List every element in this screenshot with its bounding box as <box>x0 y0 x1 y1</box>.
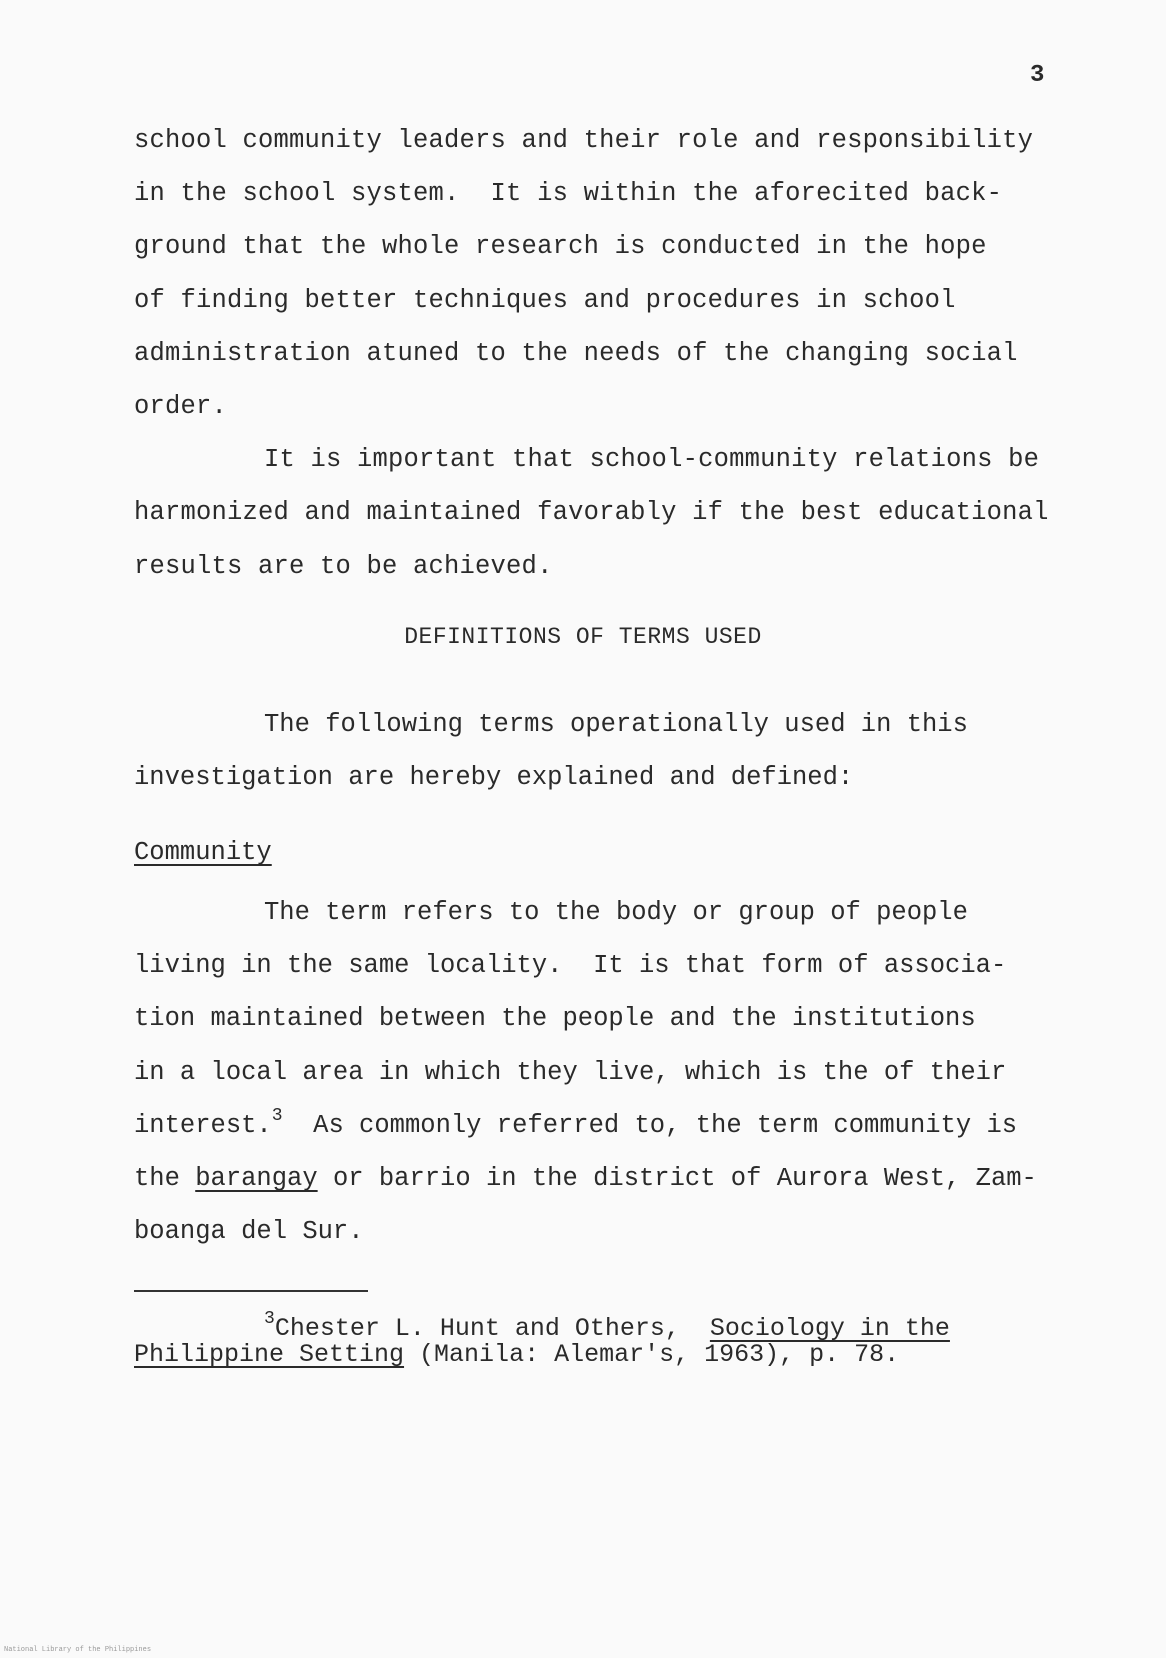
text-line <box>134 1152 1094 1205</box>
text-line: ground that the whole research is conducted in the hope <box>134 232 987 262</box>
footnote-author: Chester L. Hunt and Others, <box>274 1314 710 1343</box>
text-line: harmonized and maintained favorably if the best educational <box>134 498 1049 528</box>
text-line: tion maintained between the people and the institutions <box>134 1004 976 1034</box>
section-intro <box>134 698 1094 804</box>
text-line: school community leaders and their role and responsibility <box>134 126 1034 155</box>
text-line: The term refers to the body or group of people <box>264 898 968 927</box>
footnote-divider <box>134 1290 368 1292</box>
text-line: It is important that school-community relations be <box>264 445 1040 475</box>
text-line: boanga del Sur. <box>134 1217 364 1247</box>
text-line: in the school system. It is within the aforecited back- <box>134 179 1003 209</box>
text-fragment: As commonly referred to, the term community is <box>282 1110 1018 1140</box>
footnote-reference: 3 <box>271 1105 283 1126</box>
footnote-line <box>134 1342 1094 1368</box>
section-heading: DEFINITIONS OF TERMS USED <box>404 624 762 650</box>
text-line: order. <box>134 391 228 421</box>
footnote-marker: 3 <box>264 1309 275 1329</box>
page-number: 3 <box>1030 62 1045 89</box>
text-fragment: or barrio in the district of Aurora West, Zam- <box>317 1163 1037 1193</box>
text-line: results are to be achieved. <box>134 551 553 581</box>
term-definition <box>134 886 1094 1258</box>
footnote <box>134 1309 1094 1369</box>
footnote-title: Philippine Setting <box>134 1340 405 1369</box>
text-line: in a local area in which they live, which is the of their <box>134 1057 1007 1087</box>
footnote-publication: (Manila: Alemar's, 1963), p. 78. <box>404 1340 900 1369</box>
body-paragraphs <box>134 114 1094 593</box>
term-title: Community <box>134 838 272 867</box>
text-line: investigation are hereby explained and defined: <box>134 763 854 793</box>
footnote-line <box>134 1309 1094 1343</box>
text-line: administration atuned to the needs of the changing social <box>134 338 1018 368</box>
text-fragment: interest. <box>134 1110 272 1140</box>
scan-edge-text: National Library of the Philippines <box>4 1646 152 1654</box>
footnote-title: Sociology in the <box>709 1314 950 1343</box>
underlined-term: barangay <box>195 1163 318 1193</box>
text-line: of finding better techniques and procedures in school <box>134 285 956 315</box>
text-fragment: the <box>134 1163 196 1193</box>
text-line <box>134 1099 1094 1152</box>
text-line: living in the same locality. It is that form of associa- <box>134 951 1007 981</box>
text-line: The following terms operationally used in this <box>264 710 968 739</box>
